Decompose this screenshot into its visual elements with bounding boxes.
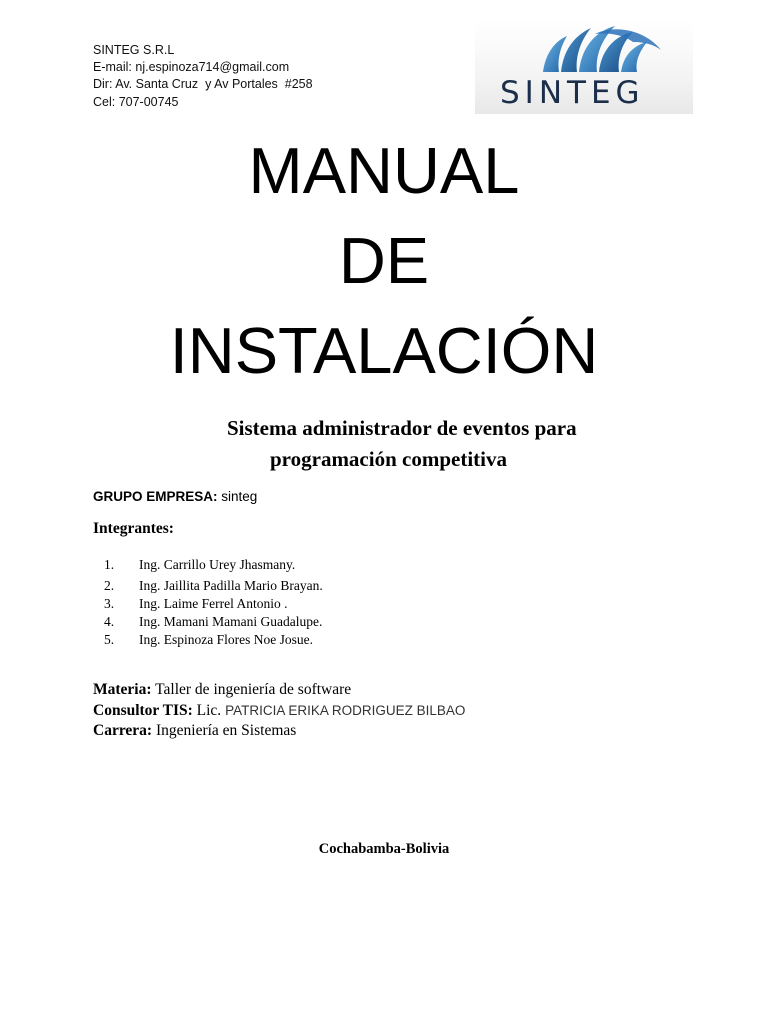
grupo-empresa (93, 488, 257, 506)
company-name: SINTEG S.R.L (93, 43, 175, 57)
member-name: Ing. Espinoza Flores Noe Josue. (139, 632, 313, 647)
list-item-number: 1. (104, 557, 115, 572)
list-item-number: 5. (104, 632, 115, 647)
carrera-label: Carrera: (93, 722, 153, 739)
consultor-value: PATRICIA ERIKA RODRIGUEZ BILBAO (225, 702, 466, 718)
grupo-empresa-value: sinteg (221, 489, 258, 504)
carrera-value: Ingeniería en Sistemas (155, 722, 297, 739)
carrera-row (93, 721, 465, 742)
course-details (93, 680, 465, 742)
materia-label: Materia: (93, 681, 152, 698)
sinteg-logo (475, 20, 693, 114)
company-email: E-mail: nj.espinoza714@gmail.com (93, 60, 290, 75)
consultor-row (93, 701, 465, 722)
member-name: Ing. Mamani Mamani Guadalupe. (139, 614, 323, 629)
materia-row (93, 680, 465, 701)
logo-waves-icon (475, 20, 693, 80)
list-item-number: 3. (104, 596, 115, 611)
list-item-number: 2. (104, 578, 115, 593)
contact-info (93, 42, 313, 111)
logo-text: SINTEG (500, 75, 645, 111)
member-name: Ing. Jaillita Padilla Mario Brayan. (139, 578, 323, 593)
member-name: Ing. Carrillo Urey Jhasmany. (139, 557, 296, 572)
consultor-prefix: Lic. (196, 701, 222, 719)
company-address: Dir: Av. Santa Cruz y Av Portales #258 (93, 77, 313, 92)
title-line-1: MANUAL (248, 134, 520, 207)
member-name: Ing. Laime Ferrel Antonio . (139, 596, 288, 611)
title-line-2: DE (338, 224, 430, 297)
integrantes-heading: Integrantes: (93, 520, 174, 537)
consultor-label: Consultor TIS: (93, 701, 193, 719)
title-line-3: INSTALACIÓN (169, 314, 599, 387)
grupo-empresa-label: GRUPO EMPRESA: (93, 489, 218, 504)
footer-city: Cochabamba-Bolivia (318, 841, 450, 857)
list-item-number: 4. (104, 614, 115, 629)
materia-value: Taller de ingeniería de software (155, 681, 352, 698)
subtitle-line-2: programación competitiva (270, 447, 507, 471)
company-phone: Cel: 707-00745 (93, 94, 179, 109)
subtitle-line-1: Sistema administrador de eventos para (227, 416, 577, 440)
